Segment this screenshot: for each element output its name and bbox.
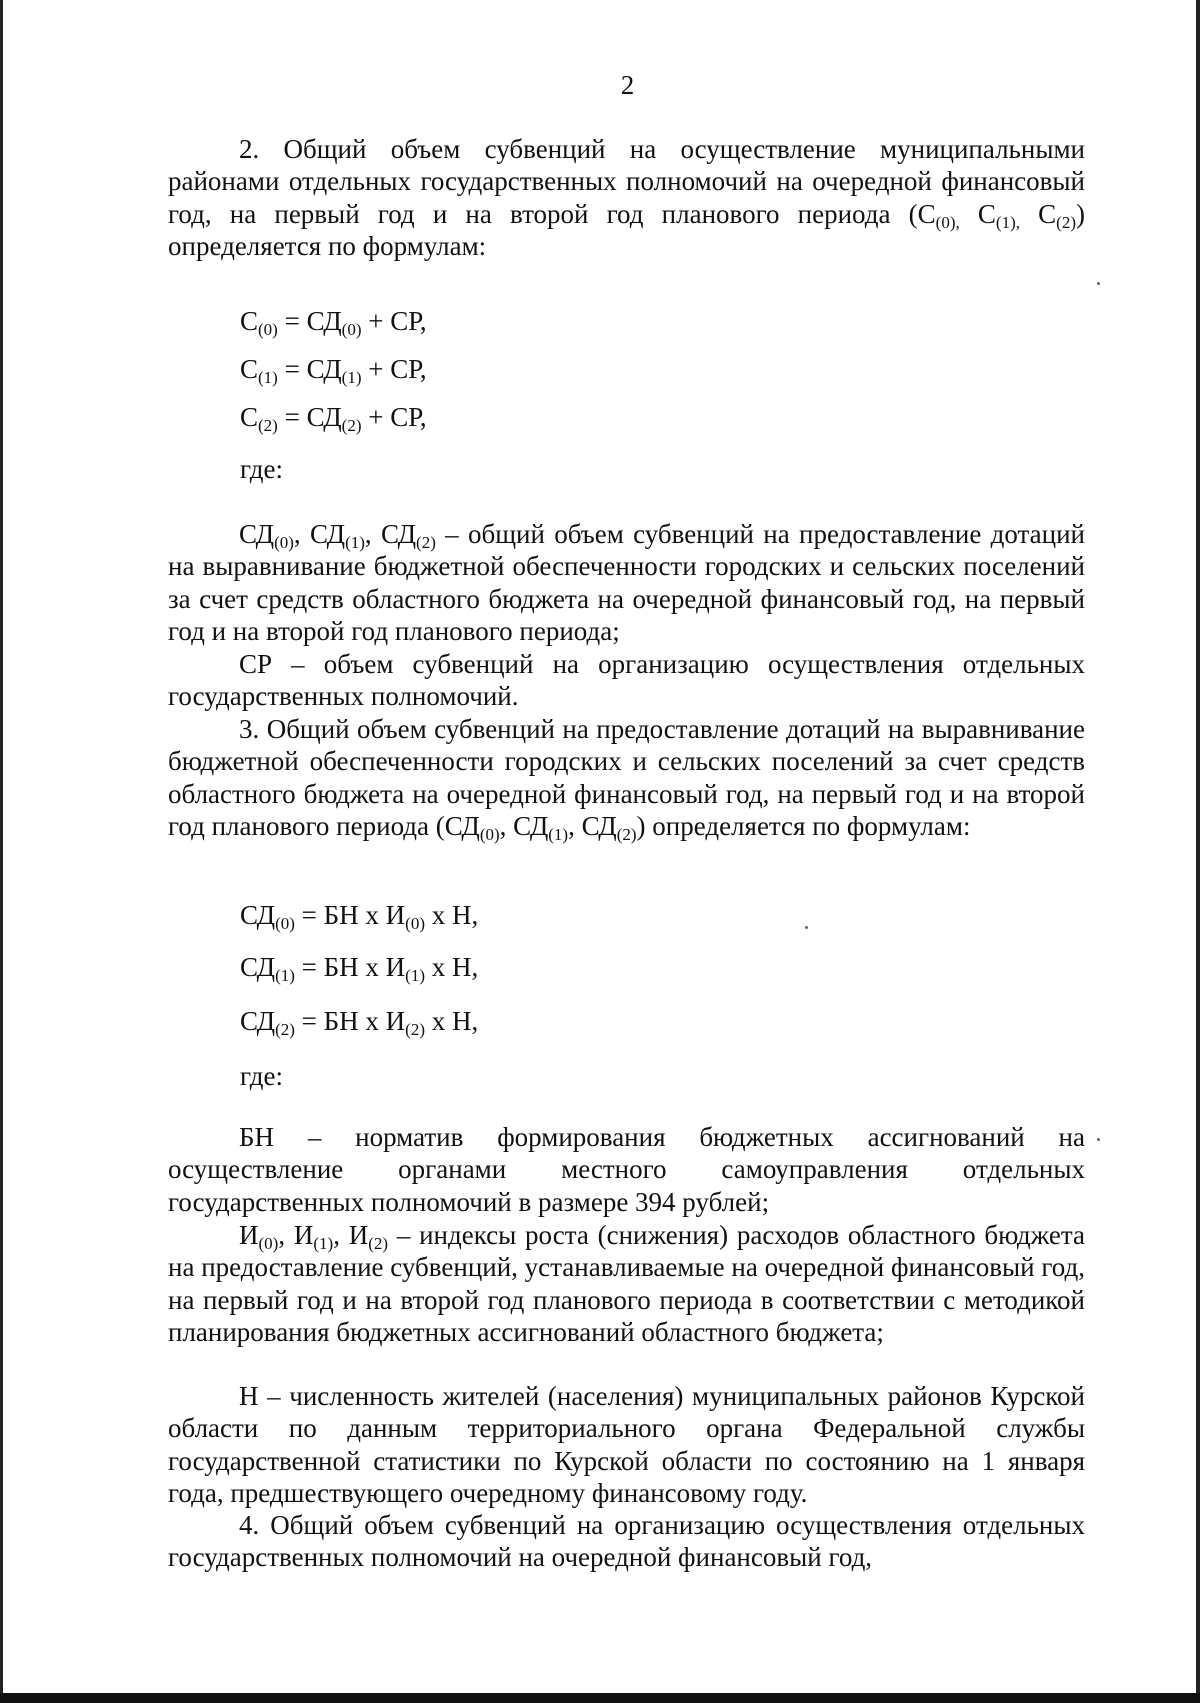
formula-symbol: = СД	[277, 354, 342, 384]
scan-edge-right	[1196, 0, 1200, 1703]
formula-symbol: х Н,	[424, 952, 479, 982]
symbol: , СД	[293, 519, 346, 549]
formula-symbol: = СД	[277, 306, 342, 336]
section-3-text-end: ) определяется по формулам:	[636, 811, 971, 842]
formula-symbol: х Н,	[424, 900, 479, 930]
page-number: 2	[620, 70, 635, 100]
subscript: (2)	[616, 825, 637, 845]
symbol: , И	[333, 1220, 369, 1250]
subscript: (0)	[479, 825, 500, 845]
symbol: , И	[278, 1220, 314, 1250]
symbol: С	[959, 198, 996, 229]
formula-symbol: СД	[240, 952, 276, 982]
where-label: где:	[240, 1061, 283, 1091]
subscript: (1)	[275, 966, 295, 985]
subscript: (2)	[275, 1020, 295, 1039]
where-label: где:	[240, 454, 283, 484]
subscript: (2)	[1056, 212, 1076, 232]
section-2-paragraph	[168, 133, 1085, 263]
section-3-text: 3. Общий объем субвенций на предоставление дотаций на выравнивание бюджетной обеспеченности городских и сельских поселений за счет средств областного бюджета на очередной финансовый год, на первый год и на второй год планового периода (СД	[168, 714, 1085, 842]
section-3-paragraph	[168, 713, 1085, 843]
formula-sd0	[240, 900, 478, 931]
subscript: (2)	[341, 416, 362, 435]
subscript: (0)	[341, 320, 362, 339]
formula-symbol: = БН х И	[294, 1006, 406, 1036]
n-definition: Н – численность жителей (населения) муниципальных районов Курской области по данным территориального органа Федеральной службы государственной статистики по Курской области по состоянию на 1 января года, предшествующего очередному финансовому году.	[168, 1381, 1085, 1509]
formula-symbol: + СР,	[361, 354, 427, 384]
formula-symbol: = СД	[277, 402, 342, 432]
formula-c1	[240, 354, 427, 385]
i-definition	[168, 1219, 1085, 1349]
scan-speck	[1097, 282, 1100, 285]
symbol: , СД	[568, 811, 617, 842]
subscript: (1)	[405, 966, 425, 985]
subscript: (0)	[258, 320, 278, 339]
symbol: , СД	[499, 811, 549, 842]
formula-symbol: = БН х И	[294, 900, 406, 930]
subscript: (0)	[275, 914, 295, 933]
formula-sd1	[240, 952, 478, 983]
section-2-text: 2. Общий объем субвенций на осуществление муниципальными районами отдельных государственных полномочий на очередной финансовый год, на первый год и на второй год планового периода (С	[168, 134, 1085, 229]
symbol: , СД	[364, 519, 417, 549]
formula-c2	[240, 402, 427, 433]
sr-definition: СР – объем субвенций на организацию осуществления отдельных государственных полномочий.	[168, 649, 1085, 712]
subscript: (1)	[313, 1234, 334, 1253]
definition-text: – индексы роста (снижения) расходов областного бюджета на предоставление субвенций, устанавливаемые на очередной финансовый год, на первый год и на второй год планового периода в соответствии с методикой планирования бюджетных ассигнований областного бюджета;	[168, 1220, 1086, 1348]
scan-speck	[1097, 1138, 1100, 1141]
symbol: И	[239, 1220, 259, 1250]
section-2-text-end: ) определяется по формулам:	[168, 198, 1085, 262]
subscript: (0)	[274, 533, 294, 552]
formula-symbol: С	[240, 354, 259, 384]
subscript: (0)	[405, 914, 425, 933]
subscript: (0)	[258, 1234, 279, 1253]
formula-symbol: С	[240, 306, 259, 336]
subscript: (1)	[258, 368, 278, 387]
subscript: (2)	[405, 1020, 425, 1039]
subscript: (1)	[341, 368, 362, 387]
scan-edge-bottom	[0, 1693, 1200, 1703]
definition-text: – общий объем субвенций на предоставление дотаций на выравнивание бюджетной обеспеченности городских и сельских поселений за счет средств областного бюджета на очередной финансовый год, на первый год и на второй год планового периода;	[168, 519, 1085, 647]
formula-symbol: СД	[240, 1006, 276, 1036]
symbol: С	[1019, 198, 1057, 229]
symbol: СД	[239, 519, 275, 549]
formula-symbol: = БН х И	[294, 952, 406, 982]
sd-definition	[168, 518, 1085, 648]
bn-definition: БН – норматив формирования бюджетных ассигнований на осуществление органами местного самоуправления отдельных государственных полномочий в размере 394 рублей;	[168, 1122, 1085, 1217]
subscript: (1)	[345, 533, 365, 552]
formula-c0	[240, 306, 427, 337]
formula-symbol: + СР,	[361, 306, 427, 336]
section-4-paragraph: 4. Общий объем субвенций на организацию осуществления отдельных государственных полномочий на очередной финансовый год,	[168, 1510, 1085, 1573]
subscript: (2)	[258, 416, 278, 435]
subscript: (1),	[995, 212, 1020, 232]
subscript: (1)	[548, 825, 569, 845]
formula-symbol: СД	[240, 900, 276, 930]
formula-sd2	[240, 1006, 478, 1037]
formula-symbol: + СР,	[361, 402, 427, 432]
formula-symbol: х Н,	[424, 1006, 479, 1036]
scan-edge-left	[0, 0, 3, 1703]
subscript: (2)	[416, 533, 436, 552]
formula-symbol: С	[240, 402, 259, 432]
scan-speck	[805, 926, 808, 929]
subscript: (2)	[368, 1234, 389, 1253]
subscript: (0),	[935, 212, 960, 232]
